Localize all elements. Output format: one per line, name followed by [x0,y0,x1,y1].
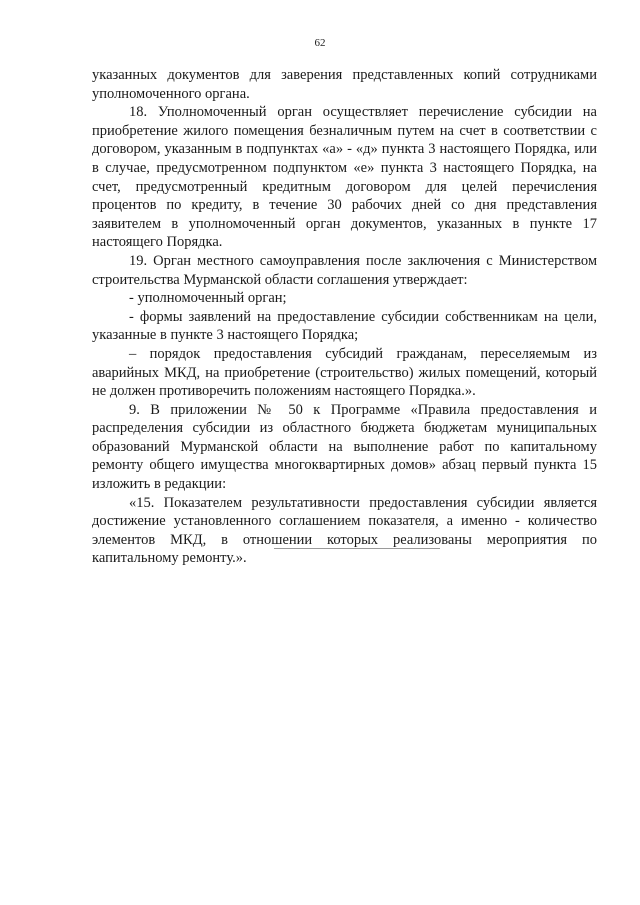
end-divider [274,548,440,549]
paragraph-item-18: 18. Уполномоченный орган осуществляет перечисление субсидии на приобретение жилого помещения безналичным путем на счет в соответствии с договором, указанным в подпунктах «а» - «д» пункта 3 настоящего Порядка, или в случае, предусмотренном подпунктом «е» пункта 3 настоящего Порядка, на счет, предусмотренный кредитным договором для целей перечисления процентов по кредиту, в течение 30 рабочих дней со дня представления заявителем в уполномоченный орган документов, указанных в пункте 17 настоящего Порядка. [92,104,597,251]
list-item-authorized-body: - уполномоченный орган; [129,290,287,307]
paragraph-item-9: 9. В приложении № 50 к Программе «Правила предоставления и распределения субсидии из областного бюджета бюджетам муниципальных образований Мурманской области на выполнение работ по капитальному ремонту общего имущества многоквартирных домов» абзац первый пункта 15 изложить в редакции: [92,401,597,493]
page-number: 62 [314,37,326,49]
list-item-subsidy-procedure: – порядок предоставления субсидий гражданам, переселяемым из аварийных МКД, на приобретение (строительство) жилых помещений, который не должен противоречить положениям настоящего Порядка.». [92,345,597,400]
paragraph-continuation: указанных документов для заверения представленных копий сотрудниками уполномоченного органа. [92,67,597,102]
paragraph-quoted-item-15: «15. Показателем результативности предоставления субсидии является достижение установленного соглашением показателя, а именно - количество элементов МКД, в отношении которых реализованы мероприятия по капитальному ремонту.». [92,494,597,567]
document-body [92,66,597,568]
list-item-application-forms: - формы заявлений на предоставление субсидии собственникам на цели, указанные в пункте 3 настоящего Порядка; [92,308,597,344]
paragraph-item-19: 19. Орган местного самоуправления после заключения с Министерством строительства Мурманской области соглашения утверждает: [92,252,597,288]
